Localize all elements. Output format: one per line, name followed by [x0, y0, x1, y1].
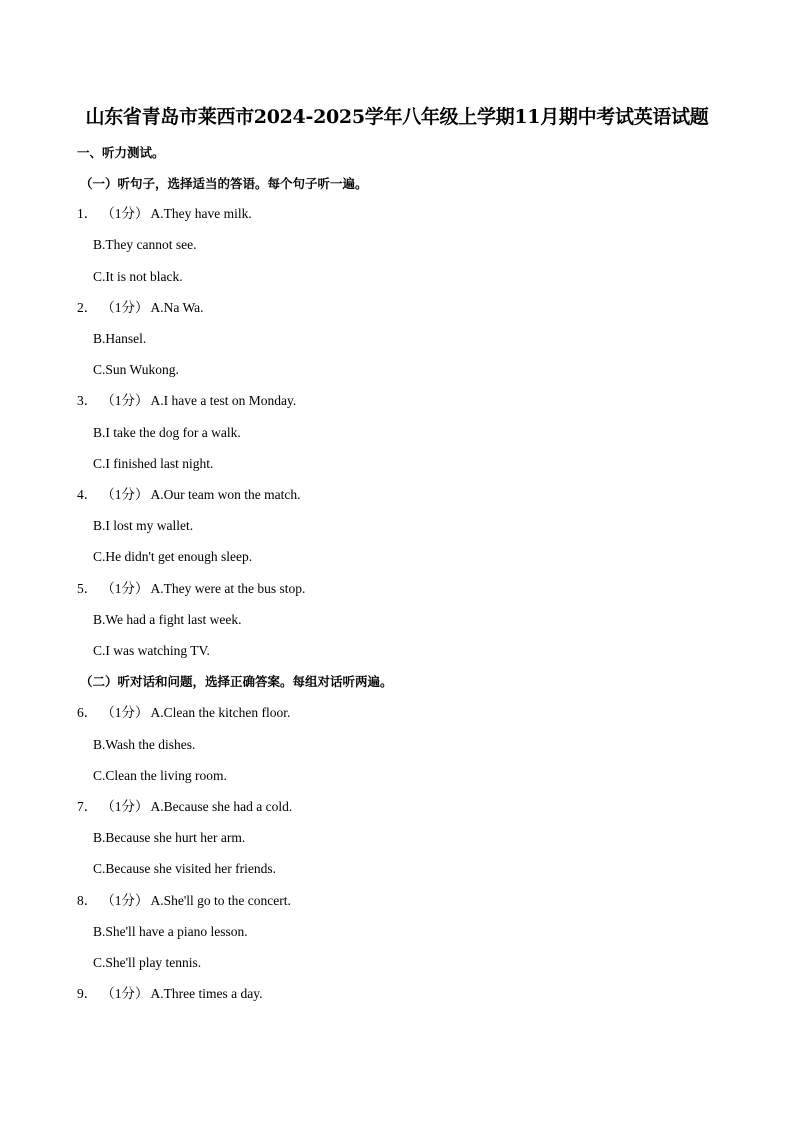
question-number: 1．: [77, 206, 98, 221]
option-b: B.We had a fight last week.: [93, 612, 242, 627]
option-c: C.Because she visited her friends.: [93, 861, 276, 876]
question-3: [77, 392, 296, 410]
question-score: （1分）: [101, 799, 149, 814]
question-number: 8．: [77, 893, 98, 908]
question-score: （1分）: [101, 893, 149, 908]
option-c: C.It is not black.: [93, 269, 183, 284]
question-1: [77, 205, 252, 223]
question-score: （1分）: [101, 705, 149, 720]
part-heading-listening: 一、听力测试。: [77, 145, 165, 160]
option-c: C.He didn't get enough sleep.: [93, 549, 253, 564]
section-heading-1: （一）听句子，选择适当的答语。每个句子听一遍。: [80, 176, 368, 191]
option-b: B.They cannot see.: [93, 237, 197, 252]
option-c: C.Sun Wukong.: [93, 362, 179, 377]
question-number: 6．: [77, 705, 98, 720]
option-c: C.I finished last night.: [93, 456, 214, 471]
option-a: A.Three times a day.: [150, 986, 263, 1001]
question-number: 9．: [77, 986, 98, 1001]
question-7: [77, 798, 292, 816]
option-b: B.I take the dog for a walk.: [93, 425, 241, 440]
option-c: C.Clean the living room.: [93, 768, 227, 783]
exam-title: 山东省青岛市莱西市2024-2025学年八年级上学期11月期中考试英语试题: [85, 106, 709, 128]
question-score: （1分）: [101, 206, 149, 221]
option-a: A.They were at the bus stop.: [150, 581, 306, 596]
question-2: [77, 299, 204, 317]
question-number: 7．: [77, 799, 98, 814]
question-number: 3．: [77, 393, 98, 408]
option-a: A.Na Wa.: [150, 300, 204, 315]
question-6: [77, 704, 290, 722]
question-score: （1分）: [101, 487, 149, 502]
question-4: [77, 486, 300, 504]
option-b: B.She'll have a piano lesson.: [93, 924, 248, 939]
option-b: B.Wash the dishes.: [93, 737, 196, 752]
question-number: 5．: [77, 581, 98, 596]
question-score: （1分）: [101, 986, 149, 1001]
option-a: A.I have a test on Monday.: [150, 393, 297, 408]
option-a: A.Clean the kitchen floor.: [150, 705, 291, 720]
option-a: A.She'll go to the concert.: [150, 893, 291, 908]
section-heading-2: （二）听对话和问题，选择正确答案。每组对话听两遍。: [80, 674, 393, 689]
question-5: [77, 580, 305, 598]
option-b: B.Because she hurt her arm.: [93, 830, 246, 845]
option-a: A.Because she had a cold.: [150, 799, 293, 814]
question-number: 4．: [77, 487, 98, 502]
question-score: （1分）: [101, 300, 149, 315]
option-a: A.Our team won the match.: [150, 487, 301, 502]
question-number: 2．: [77, 300, 98, 315]
option-c: C.She'll play tennis.: [93, 955, 202, 970]
question-score: （1分）: [101, 393, 149, 408]
option-a: A.They have milk.: [150, 206, 252, 221]
option-b: B.Hansel.: [93, 331, 147, 346]
question-9: [77, 985, 262, 1003]
question-8: [77, 892, 291, 910]
question-score: （1分）: [101, 581, 149, 596]
option-c: C.I was watching TV.: [93, 643, 210, 658]
option-b: B.I lost my wallet.: [93, 518, 194, 533]
